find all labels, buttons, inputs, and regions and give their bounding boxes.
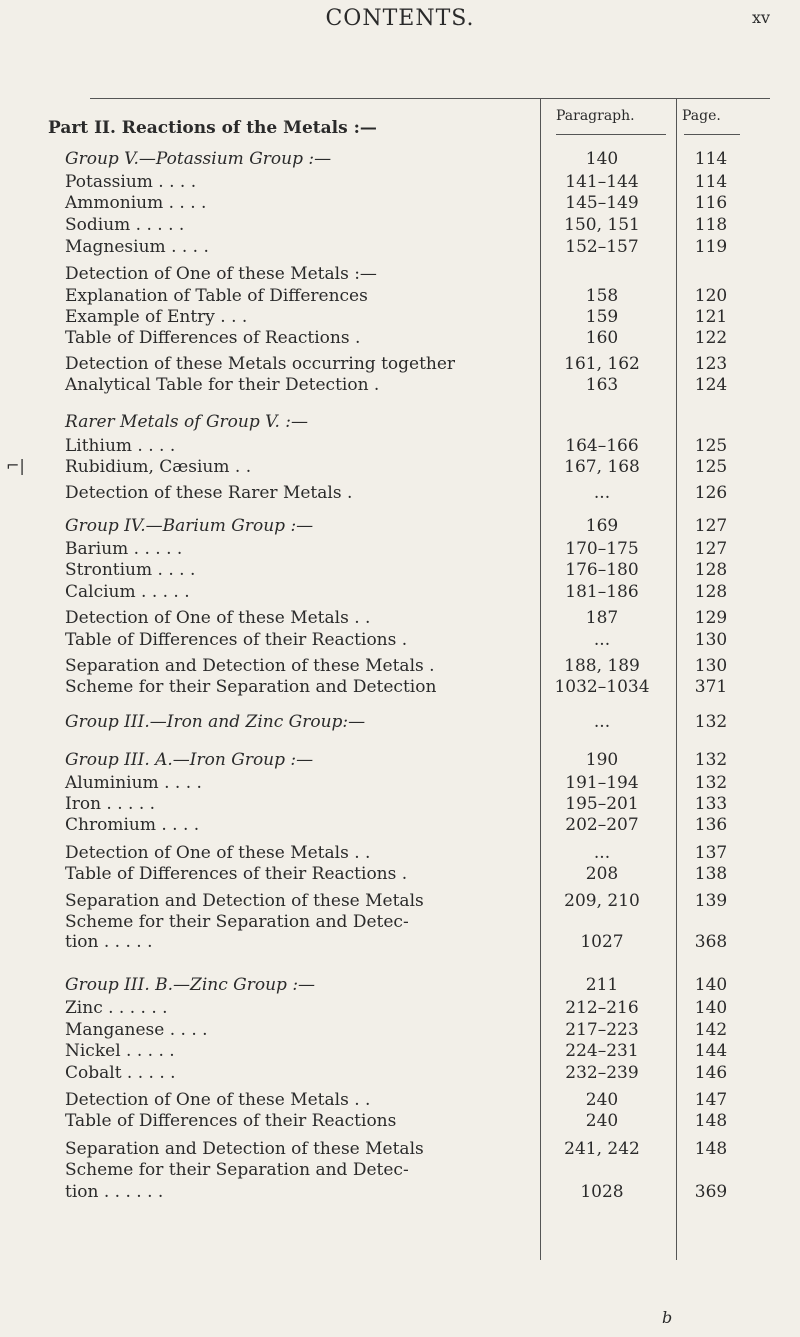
toc-entry-paragraph: 195–201	[565, 794, 639, 814]
toc-entry-paragraph: 202–207	[565, 815, 639, 835]
toc-entry-page: 137	[694, 843, 728, 863]
toc-row	[0, 192, 800, 214]
toc-row	[0, 655, 800, 677]
toc-entry-page: 120	[694, 286, 728, 306]
toc-entry-page: 126	[694, 483, 728, 503]
toc-entry-paragraph: 190	[585, 750, 619, 770]
toc-entry-label: Lithium . . . .	[65, 436, 176, 456]
toc-row	[0, 374, 800, 396]
toc-entry-page: 140	[694, 998, 728, 1018]
toc-entry-label: Chromium . . . .	[65, 815, 200, 835]
toc-entry-paragraph: 145–149	[565, 193, 639, 213]
page-column-header: Page.	[682, 108, 721, 124]
toc-row	[0, 793, 800, 815]
toc-row	[0, 749, 800, 771]
toc-entry-label: Nickel . . . . .	[65, 1041, 175, 1061]
toc-entry-label: Strontium . . . .	[65, 560, 196, 580]
toc-entry-paragraph: 211	[585, 975, 619, 995]
toc-row	[0, 581, 800, 603]
toc-entry-page: 133	[694, 794, 728, 814]
toc-entry-paragraph: 163	[585, 375, 619, 395]
toc-entry-page: 132	[694, 773, 728, 793]
toc-row	[0, 285, 800, 307]
toc-row	[0, 997, 800, 1019]
toc-entry-page: 147	[694, 1090, 728, 1110]
toc-entry-paragraph: ...	[593, 712, 611, 732]
toc-entry-label: Group III.—Iron and Zinc Group:—	[65, 712, 366, 732]
toc-entry-label: Barium . . . . .	[65, 539, 183, 559]
toc-entry-page: 121	[694, 307, 728, 327]
toc-row	[0, 931, 800, 953]
toc-entry-page: 114	[694, 172, 728, 192]
toc-entry-label: Scheme for their Separation and Detec-	[65, 1160, 409, 1180]
toc-entry-paragraph: 209, 210	[564, 891, 640, 911]
toc-row	[0, 515, 800, 537]
page-number: xv	[751, 8, 770, 27]
toc-entry-page: 130	[694, 630, 728, 650]
toc-row	[0, 711, 800, 733]
toc-entry-label: Manganese . . . .	[65, 1020, 208, 1040]
toc-entry-label: Table of Differences of their Reactions .	[65, 864, 408, 884]
toc-row	[0, 676, 800, 698]
toc-entry-label: Group III. B.—Zinc Group :—	[65, 975, 316, 995]
toc-entry-page: 146	[694, 1063, 728, 1083]
toc-entry-label: Separation and Detection of these Metals	[65, 891, 424, 911]
toc-entry-label: Separation and Detection of these Metals .	[65, 656, 435, 676]
toc-entry-label: Ammonium . . . .	[65, 193, 207, 213]
toc-entry-page: 124	[694, 375, 728, 395]
toc-entry-paragraph: 140	[585, 149, 619, 169]
toc-entry-paragraph: 208	[585, 864, 619, 884]
toc-entry-label: Calcium . . . . .	[65, 582, 190, 602]
toc-entry-label: Group IV.—Barium Group :—	[65, 516, 314, 536]
top-rule	[90, 98, 770, 99]
toc-entry-paragraph: ...	[593, 843, 611, 863]
toc-entry-label: Aluminium . . . .	[65, 773, 202, 793]
toc-row	[0, 171, 800, 193]
toc-entry-page: 368	[694, 932, 728, 952]
toc-entry-page: 128	[694, 560, 728, 580]
toc-entry-label: Detection of One of these Metals :—	[65, 264, 377, 284]
toc-entry-paragraph: 167, 168	[564, 457, 640, 477]
toc-entry-paragraph: 191–194	[565, 773, 639, 793]
toc-entry-label: tion . . . . .	[65, 932, 153, 952]
toc-entry-label: Separation and Detection of these Metals	[65, 1139, 424, 1159]
toc-row	[0, 1062, 800, 1084]
toc-row	[0, 1138, 800, 1160]
toc-entry-page: 127	[694, 539, 728, 559]
toc-entry-paragraph: ...	[593, 483, 611, 503]
toc-entry-page: 136	[694, 815, 728, 835]
toc-entry-paragraph: 187	[585, 608, 619, 628]
toc-entry-label: Detection of One of these Metals . .	[65, 608, 371, 628]
toc-entry-page: 122	[694, 328, 728, 348]
toc-entry-page: 125	[694, 457, 728, 477]
toc-entry-paragraph: 141–144	[565, 172, 639, 192]
toc-row	[0, 842, 800, 864]
toc-row	[0, 1089, 800, 1111]
toc-entry-paragraph: 240	[585, 1090, 619, 1110]
toc-entry-page: 148	[694, 1139, 728, 1159]
toc-entry-label: Rubidium, Cæsium . .	[65, 457, 252, 477]
toc-entry-page: 139	[694, 891, 728, 911]
toc-row	[0, 814, 800, 836]
toc-entry-page: 144	[694, 1041, 728, 1061]
toc-row	[0, 890, 800, 912]
toc-entry-paragraph: ...	[593, 630, 611, 650]
toc-entry-page: 148	[694, 1111, 728, 1131]
toc-entry-page: 125	[694, 436, 728, 456]
page-header	[0, 0, 800, 40]
toc-entry-label: Magnesium . . . .	[65, 237, 209, 257]
toc-entry-paragraph: 164–166	[565, 436, 639, 456]
toc-entry-page: 129	[694, 608, 728, 628]
toc-row	[0, 863, 800, 885]
toc-row	[0, 353, 800, 375]
toc-entry-label: Example of Entry . . .	[65, 307, 248, 327]
signature-mark: b	[662, 1308, 673, 1327]
toc-row	[0, 263, 800, 285]
toc-entry-label: Table of Differences of their Reactions .	[65, 630, 408, 650]
toc-entry-label: Analytical Table for their Detection .	[65, 375, 380, 395]
toc-entry-label: Detection of these Metals occurring together	[65, 354, 456, 374]
toc-row	[0, 772, 800, 794]
toc-entry-page: 132	[694, 750, 728, 770]
toc-entry-paragraph: 241, 242	[564, 1139, 640, 1159]
toc-entry-paragraph: 188, 189	[564, 656, 640, 676]
toc-entry-label: Iron . . . . .	[65, 794, 156, 814]
toc-entry-paragraph: 232–239	[565, 1063, 639, 1083]
toc-entry-page: 130	[694, 656, 728, 676]
toc-row	[0, 411, 800, 433]
toc-entry-label: Detection of One of these Metals . .	[65, 1090, 371, 1110]
toc-row	[0, 214, 800, 236]
margin-mark: ⌐|	[6, 456, 25, 475]
toc-row	[0, 236, 800, 258]
toc-entry-paragraph: 158	[585, 286, 619, 306]
toc-row	[0, 607, 800, 629]
toc-row	[0, 117, 800, 139]
toc-entry-label: Rarer Metals of Group V. :—	[65, 412, 308, 432]
toc-entry-page: 114	[694, 149, 728, 169]
toc-entry-page: 132	[694, 712, 728, 732]
toc-entry-page: 142	[694, 1020, 728, 1040]
toc-entry-page: 138	[694, 864, 728, 884]
toc-entry-label: Table of Differences of their Reactions	[65, 1111, 397, 1131]
toc-entry-page: 371	[694, 677, 728, 697]
toc-row	[0, 456, 800, 478]
toc-entry-paragraph: 1027	[580, 932, 624, 952]
toc-entry-label: Group III. A.—Iron Group :—	[65, 750, 314, 770]
toc-entry-paragraph: 170–175	[565, 539, 639, 559]
toc-entry-label: Potassium . . . .	[65, 172, 197, 192]
toc-row	[0, 629, 800, 651]
toc-entry-label: Sodium . . . . .	[65, 215, 185, 235]
toc-row	[0, 1159, 800, 1181]
toc-row	[0, 435, 800, 457]
toc-entry-paragraph: 169	[585, 516, 619, 536]
toc-row	[0, 911, 800, 933]
toc-row	[0, 148, 800, 170]
toc-entry-page: 128	[694, 582, 728, 602]
toc-entry-page: 123	[694, 354, 728, 374]
toc-entry-label: Detection of these Rarer Metals .	[65, 483, 353, 503]
toc-entry-label: Detection of One of these Metals . .	[65, 843, 371, 863]
toc-entry-paragraph: 152–157	[565, 237, 639, 257]
toc-row	[0, 327, 800, 349]
toc-row	[0, 482, 800, 504]
toc-entry-label: Cobalt . . . . .	[65, 1063, 176, 1083]
toc-entry-label: Scheme for their Separation and Detection	[65, 677, 437, 697]
toc-row	[0, 559, 800, 581]
toc-entry-page: 140	[694, 975, 728, 995]
toc-entry-label: Table of Differences of Reactions .	[65, 328, 361, 348]
toc-entry-label: tion . . . . . .	[65, 1182, 164, 1202]
toc-entry-paragraph: 160	[585, 328, 619, 348]
toc-entry-page: 119	[694, 237, 728, 257]
toc-entry-label: Part II. Reactions of the Metals :—	[48, 118, 377, 138]
paragraph-column-header: Paragraph.	[556, 108, 635, 124]
toc-entry-label: Explanation of Table of Differences	[65, 286, 368, 306]
toc-entry-paragraph: 159	[585, 307, 619, 327]
toc-entry-label: Zinc . . . . . .	[65, 998, 168, 1018]
toc-entry-label: Scheme for their Separation and Detec-	[65, 912, 409, 932]
toc-entry-paragraph: 240	[585, 1111, 619, 1131]
toc-entry-page: 369	[694, 1182, 728, 1202]
toc-row	[0, 1019, 800, 1041]
toc-entry-page: 118	[694, 215, 728, 235]
toc-entry-paragraph: 1032–1034	[554, 677, 650, 697]
page-title: CONTENTS.	[325, 6, 475, 31]
toc-row	[0, 1181, 800, 1203]
toc-entry-page: 127	[694, 516, 728, 536]
toc-entry-page: 116	[694, 193, 728, 213]
toc-entry-paragraph: 224–231	[565, 1041, 639, 1061]
toc-entry-paragraph: 1028	[580, 1182, 624, 1202]
toc-row	[0, 306, 800, 328]
toc-row	[0, 1110, 800, 1132]
toc-row	[0, 538, 800, 560]
toc-entry-paragraph: 150, 151	[564, 215, 640, 235]
toc-entry-paragraph: 161, 162	[564, 354, 640, 374]
toc-entry-paragraph: 176–180	[565, 560, 639, 580]
toc-row	[0, 1040, 800, 1062]
toc-entry-paragraph: 217–223	[565, 1020, 639, 1040]
toc-entry-paragraph: 181–186	[565, 582, 639, 602]
toc-entry-label: Group V.—Potassium Group :—	[65, 149, 332, 169]
toc-row	[0, 974, 800, 996]
toc-entry-paragraph: 212–216	[565, 998, 639, 1018]
